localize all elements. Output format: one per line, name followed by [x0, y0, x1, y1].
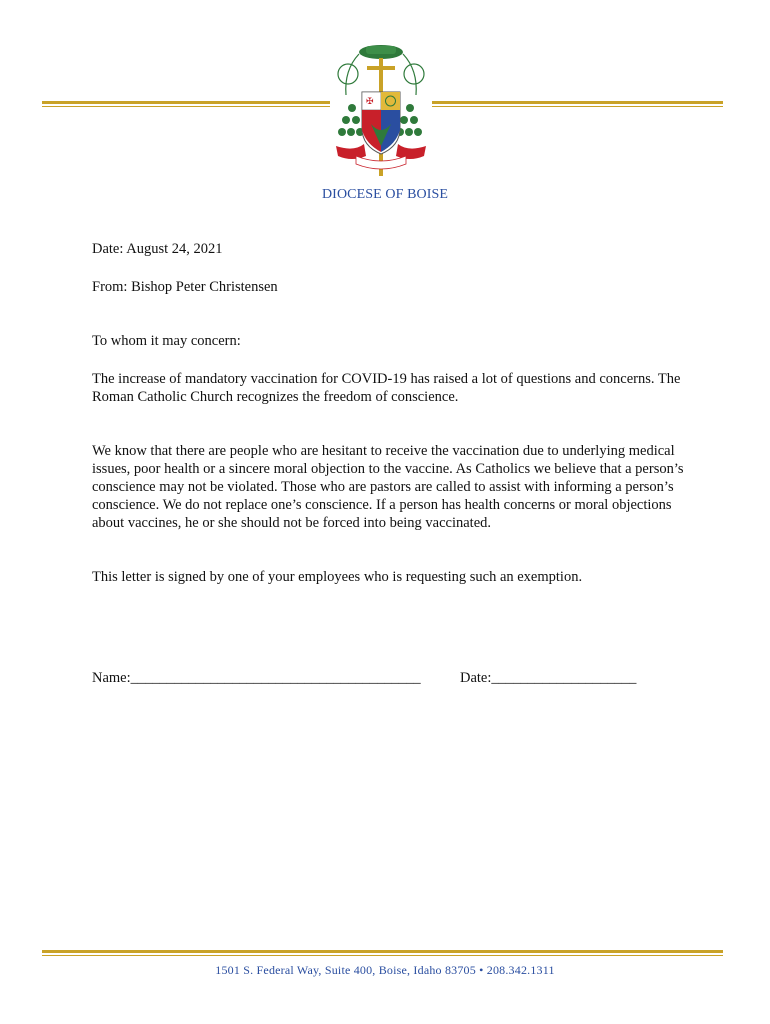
letter-from: From: Bishop Peter Christensen — [92, 279, 278, 295]
header-rule-right — [432, 101, 723, 107]
letter-date: Date: August 24, 2021 — [92, 241, 223, 257]
coat-of-arms-icon — [326, 40, 436, 185]
letter-paragraph-3: This letter is signed by one of your employees who is requesting such an exemption. — [92, 569, 583, 585]
name-signature-field: Name:________________________________________ — [92, 670, 421, 686]
date-signature-field: Date:____________________ — [460, 670, 637, 686]
footer-rule — [42, 950, 723, 956]
letter-body — [92, 240, 692, 586]
header-rule-left — [42, 101, 330, 107]
letter-paragraph-1: The increase of mandatory vaccination for COVID-19 has raised a lot of questions and concerns. The Roman Catholic Church recognizes the freedom of conscience. — [92, 371, 681, 405]
diocese-name: DIOCESE OF BOISE — [321, 187, 449, 202]
letter-paragraph-2: We know that there are people who are hesitant to receive the vaccination due to underlying medical issues, poor health or a sincere moral objection to the vaccine. As Catholics we believe that a person’s conscience may not be violated. Those who are pastors are called to assist with informing a person’s conscience. We do not replace one’s conscience. If a person has health concerns or moral objections about vaccines, he or she should not be forced into being vaccinated. — [92, 443, 684, 531]
letter-salutation: To whom it may concern: — [92, 333, 241, 349]
footer-address: 1501 S. Federal Way, Suite 400, Boise, Idaho 83705 • 208.342.1311 — [215, 963, 555, 977]
svg-text:✠: ✠ — [366, 97, 374, 107]
